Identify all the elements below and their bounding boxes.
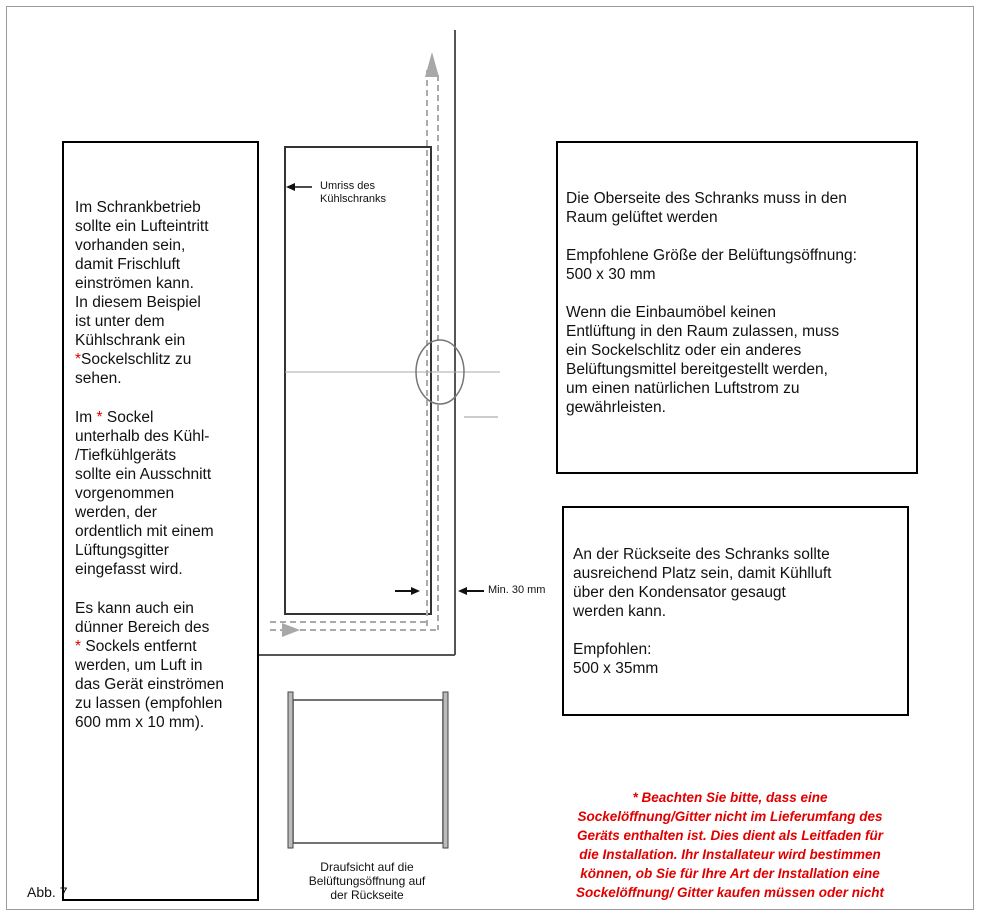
p2-line: /Tiefkühlgeräts bbox=[75, 447, 177, 464]
p1-line: sehen. bbox=[75, 370, 122, 387]
p3-line: werden, um Luft in bbox=[75, 657, 203, 674]
p1-line: In diesem Beispiel bbox=[75, 294, 201, 311]
text-line: um einen natürlichen Luftstrom zu bbox=[566, 380, 800, 397]
vent-side-left bbox=[288, 692, 293, 848]
p1-line: sollte ein Lufteintritt bbox=[75, 218, 209, 235]
p2-line: vorgenommen bbox=[75, 485, 175, 502]
text-line: werden kann. bbox=[573, 603, 667, 620]
vent-side-right bbox=[443, 692, 448, 848]
p3-line: 600 mm x 10 mm). bbox=[75, 714, 205, 731]
p1-line: ist unter dem bbox=[75, 313, 165, 330]
note-line: die Installation. Ihr Installateur wird bestimmen bbox=[579, 847, 881, 862]
text-line: An der Rückseite des Schranks sollte bbox=[573, 546, 830, 563]
label-line: Umriss des bbox=[320, 180, 376, 192]
text-line: Raum gelüftet werden bbox=[566, 209, 718, 226]
figure-label: Abb. 7 bbox=[27, 884, 68, 900]
p1-line-star: *Sockelschlitz zu bbox=[75, 351, 192, 368]
text-line: Belüftungsmittel bereitgestellt werden, bbox=[566, 361, 828, 378]
caption-line: der Rückseite bbox=[330, 888, 404, 902]
text-line: ausreichend Platz sein, damit Kühlluft bbox=[573, 565, 832, 582]
note-line: Sockelöffnung/ Gitter kaufen müssen oder nicht bbox=[575, 885, 885, 900]
p3-line: Es kann auch ein bbox=[75, 600, 194, 617]
vent-top-view bbox=[293, 700, 443, 843]
p1-line: Kühlschrank ein bbox=[75, 332, 186, 349]
caption-line: Draufsicht auf die bbox=[320, 860, 414, 874]
caption-line: Belüftungsöffnung auf bbox=[308, 874, 426, 888]
vent-caption bbox=[262, 860, 472, 902]
airflow-arrow-right-icon bbox=[282, 623, 300, 637]
text-line: über den Kondensator gesaugt bbox=[573, 584, 786, 601]
airflow-arrow-up-icon bbox=[425, 52, 439, 77]
gap-arrow-right-icon bbox=[411, 587, 420, 595]
text-line: gewährleisten. bbox=[566, 399, 666, 416]
text-line: Empfohlene Größe der Belüftungsöffnung: bbox=[566, 247, 857, 264]
p3-line-star: * Sockels entfernt bbox=[75, 638, 197, 655]
fridge-outline bbox=[285, 147, 431, 614]
asterisk: * bbox=[75, 638, 82, 655]
note-line: * Beachten Sie bitte, dass eine bbox=[632, 790, 828, 805]
p2-line: werden, der bbox=[75, 504, 157, 521]
p2-line: eingefasst wird. bbox=[75, 561, 183, 578]
min-clearance-label: Min. 30 mm bbox=[488, 584, 546, 596]
text-line: 500 x 30 mm bbox=[566, 266, 656, 283]
p1-line: Im Schrankbetrieb bbox=[75, 199, 201, 216]
text-line: 500 x 35mm bbox=[573, 660, 659, 677]
rear-clearance-text bbox=[573, 545, 907, 678]
air-inlet-text bbox=[75, 198, 257, 732]
outline-label bbox=[320, 180, 386, 206]
text-line: Wenn die Einbaumöbel keinen bbox=[566, 304, 776, 321]
text-line: Die Oberseite des Schranks muss in den bbox=[566, 190, 847, 207]
text-line: ein Sockelschlitz oder ein anderes bbox=[566, 342, 802, 359]
outline-arrow-icon bbox=[286, 183, 295, 191]
p2-line-star: Im * Sockel bbox=[75, 409, 154, 426]
p2-line: Lüftungsgitter bbox=[75, 542, 169, 559]
text-line: Entlüftung in den Raum zulassen, muss bbox=[566, 323, 840, 340]
p3-line: das Gerät einströmen bbox=[75, 676, 225, 693]
label-line: Kühlschranks bbox=[320, 193, 387, 205]
text-line: Empfohlen: bbox=[573, 641, 652, 658]
p1-line: einströmen kann. bbox=[75, 275, 194, 292]
asterisk: * bbox=[96, 409, 103, 426]
p2-line: unterhalb des Kühl- bbox=[75, 428, 210, 445]
installation-note bbox=[520, 788, 940, 902]
p3-line: zu lassen (empfohlen bbox=[75, 695, 223, 712]
p1-line: vorhanden sein, bbox=[75, 237, 186, 254]
top-ventilation-text bbox=[566, 189, 918, 417]
note-line: können, ob Sie für Ihre Art der Installation eine bbox=[580, 866, 880, 881]
note-line: Geräts enthalten ist. Dies dient als Leitfaden für bbox=[576, 828, 884, 843]
p2-line: sollte ein Ausschnitt bbox=[75, 466, 212, 483]
asterisk: * bbox=[75, 351, 82, 368]
p2-line: ordentlich mit einem bbox=[75, 523, 214, 540]
p1-line: damit Frischluft bbox=[75, 256, 181, 273]
gap-arrow-left-icon bbox=[458, 587, 467, 595]
note-line: Sockelöffnung/Gitter nicht im Lieferumfang des bbox=[577, 809, 883, 824]
p3-line: dünner Bereich des bbox=[75, 619, 210, 636]
